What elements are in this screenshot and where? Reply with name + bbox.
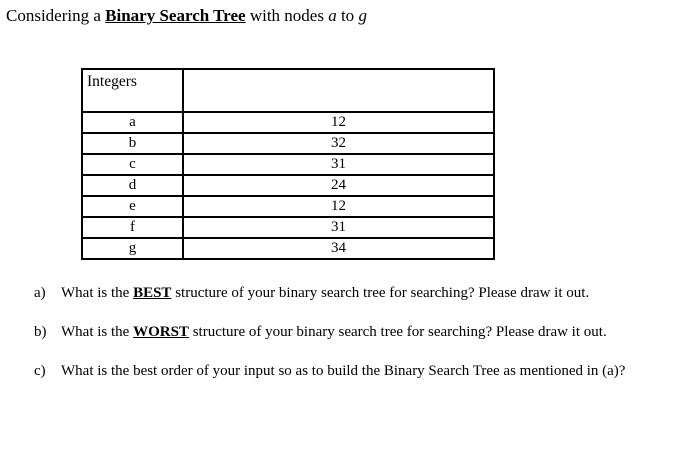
value-cell: 31 xyxy=(183,217,494,238)
question-letter: c) xyxy=(34,363,46,379)
table-row xyxy=(82,175,494,196)
node-cell: e xyxy=(82,196,183,217)
table-row xyxy=(82,238,494,259)
table-row xyxy=(82,196,494,217)
table-row xyxy=(82,112,494,133)
value-cell: 32 xyxy=(183,133,494,154)
table-row xyxy=(82,154,494,175)
node-cell: g xyxy=(82,238,183,259)
table-row xyxy=(82,133,494,154)
question-post: structure of your binary search tree for searching? Please draw it out. xyxy=(188,324,607,340)
question-pre: What is the best order of your input so as to build the Binary Search Tree as mentioned in (a)? xyxy=(61,363,626,379)
page-heading xyxy=(6,6,367,26)
heading-var-g: g xyxy=(358,6,367,25)
question-post: structure of your binary search tree for searching? Please draw it out. xyxy=(171,285,590,301)
question-b xyxy=(34,323,690,342)
question-emphasis: WORST xyxy=(133,324,189,340)
question-pre: What is the xyxy=(61,324,134,340)
value-cell: 12 xyxy=(183,196,494,217)
node-cell: b xyxy=(82,133,183,154)
heading-var-a: a xyxy=(328,6,337,25)
header-label: Integers xyxy=(82,69,183,112)
heading-to: to xyxy=(336,6,359,25)
question-a xyxy=(34,284,690,303)
value-cell: 31 xyxy=(183,154,494,175)
node-cell: c xyxy=(82,154,183,175)
table-row xyxy=(82,217,494,238)
node-cell: f xyxy=(82,217,183,238)
question-letter: b) xyxy=(34,324,47,340)
heading-prefix: Considering a xyxy=(6,6,106,25)
value-cell: 12 xyxy=(183,112,494,133)
table-header-row xyxy=(82,69,494,112)
value-cell: 24 xyxy=(183,175,494,196)
question-letter: a) xyxy=(34,285,46,301)
heading-bst: Binary Search Tree xyxy=(105,6,246,25)
question-pre: What is the xyxy=(61,285,134,301)
question-c xyxy=(34,362,690,381)
question-emphasis: BEST xyxy=(133,285,172,301)
heading-middle: with nodes xyxy=(245,6,329,25)
question-text xyxy=(61,362,690,381)
value-cell: 34 xyxy=(183,238,494,259)
header-value xyxy=(183,69,494,112)
node-cell: d xyxy=(82,175,183,196)
question-text xyxy=(61,284,690,303)
node-cell: a xyxy=(82,112,183,133)
question-text xyxy=(61,323,690,342)
questions-list xyxy=(34,284,690,401)
integers-table xyxy=(81,68,495,260)
